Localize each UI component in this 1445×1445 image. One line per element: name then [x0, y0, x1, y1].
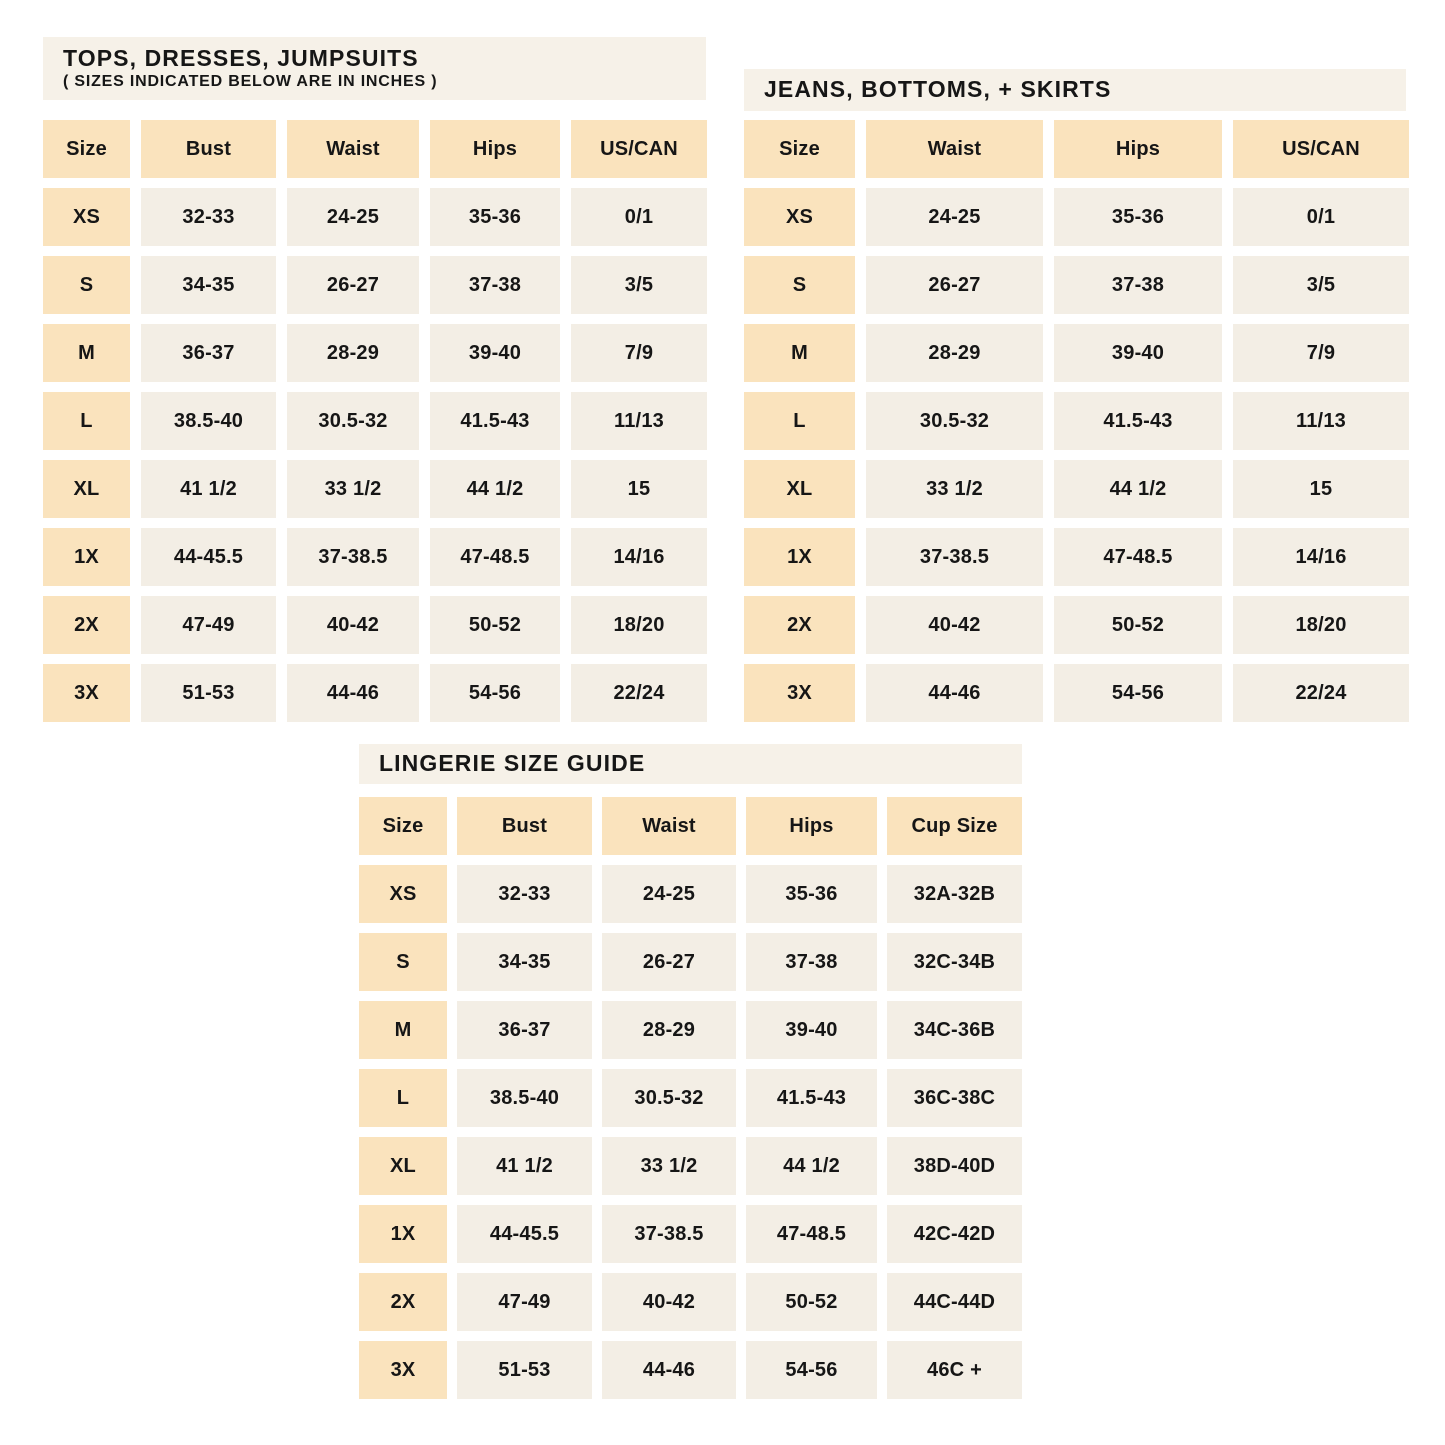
- tops-cell-3x-waist: 44-46: [287, 664, 419, 722]
- lingerie-size-label-xs: XS: [359, 865, 447, 923]
- lingerie-cell-m-waist: 28-29: [602, 1001, 736, 1059]
- tops-column-header-waist: Waist: [287, 120, 419, 178]
- tops-cell-s-us-can: 3/5: [571, 256, 707, 314]
- jeans-size-label-s: S: [744, 256, 855, 314]
- tops-size-label-2x: 2X: [43, 596, 130, 654]
- lingerie-cell-m-cup-size: 34C-36B: [887, 1001, 1022, 1059]
- tops-cell-m-us-can: 7/9: [571, 324, 707, 382]
- lingerie-cell-3x-waist: 44-46: [602, 1341, 736, 1399]
- lingerie-cell-2x-waist: 40-42: [602, 1273, 736, 1331]
- lingerie-cell-xl-hips: 44 1/2: [746, 1137, 877, 1195]
- jeans-cell-s-hips: 37-38: [1054, 256, 1222, 314]
- jeans-size-label-xl: XL: [744, 460, 855, 518]
- jeans-size-label-l: L: [744, 392, 855, 450]
- jeans-cell-xs-hips: 35-36: [1054, 188, 1222, 246]
- lingerie-column-header-cup-size: Cup Size: [887, 797, 1022, 855]
- jeans-cell-3x-us-can: 22/24: [1233, 664, 1409, 722]
- tops-size-table: [43, 120, 707, 722]
- tops-cell-3x-bust: 51-53: [141, 664, 276, 722]
- lingerie-cell-3x-bust: 51-53: [457, 1341, 592, 1399]
- tops-cell-l-hips: 41.5-43: [430, 392, 560, 450]
- lingerie-cell-xl-waist: 33 1/2: [602, 1137, 736, 1195]
- lingerie-cell-xl-bust: 41 1/2: [457, 1137, 592, 1195]
- jeans-cell-xl-us-can: 15: [1233, 460, 1409, 518]
- jeans-column-header-size: Size: [744, 120, 855, 178]
- lingerie-cell-xs-hips: 35-36: [746, 865, 877, 923]
- lingerie-title: LINGERIE SIZE GUIDE: [379, 750, 646, 777]
- tops-column-header-us-can: US/CAN: [571, 120, 707, 178]
- tops-cell-xl-bust: 41 1/2: [141, 460, 276, 518]
- tops-cell-m-bust: 36-37: [141, 324, 276, 382]
- tops-size-label-m: M: [43, 324, 130, 382]
- tops-cell-xs-waist: 24-25: [287, 188, 419, 246]
- lingerie-cell-2x-bust: 47-49: [457, 1273, 592, 1331]
- tops-title: TOPS, DRESSES, JUMPSUITS: [63, 44, 419, 71]
- tops-cell-m-hips: 39-40: [430, 324, 560, 382]
- tops-size-label-xs: XS: [43, 188, 130, 246]
- tops-size-label-1x: 1X: [43, 528, 130, 586]
- lingerie-cell-l-hips: 41.5-43: [746, 1069, 877, 1127]
- tops-size-label-xl: XL: [43, 460, 130, 518]
- tops-size-label-s: S: [43, 256, 130, 314]
- lingerie-cell-2x-hips: 50-52: [746, 1273, 877, 1331]
- lingerie-cell-s-waist: 26-27: [602, 933, 736, 991]
- lingerie-size-table: [359, 797, 1022, 1399]
- jeans-cell-s-us-can: 3/5: [1233, 256, 1409, 314]
- lingerie-cell-xs-cup-size: 32A-32B: [887, 865, 1022, 923]
- jeans-cell-3x-waist: 44-46: [866, 664, 1043, 722]
- lingerie-cell-s-cup-size: 32C-34B: [887, 933, 1022, 991]
- lingerie-size-label-s: S: [359, 933, 447, 991]
- jeans-cell-2x-us-can: 18/20: [1233, 596, 1409, 654]
- lingerie-column-header-waist: Waist: [602, 797, 736, 855]
- lingerie-size-label-3x: 3X: [359, 1341, 447, 1399]
- jeans-cell-m-hips: 39-40: [1054, 324, 1222, 382]
- tops-size-label-l: L: [43, 392, 130, 450]
- tops-cell-2x-waist: 40-42: [287, 596, 419, 654]
- lingerie-cell-1x-waist: 37-38.5: [602, 1205, 736, 1263]
- lingerie-cell-m-bust: 36-37: [457, 1001, 592, 1059]
- tops-cell-l-bust: 38.5-40: [141, 392, 276, 450]
- tops-size-label-3x: 3X: [43, 664, 130, 722]
- jeans-size-label-1x: 1X: [744, 528, 855, 586]
- tops-cell-xl-hips: 44 1/2: [430, 460, 560, 518]
- lingerie-title-block: [359, 744, 1022, 784]
- jeans-cell-1x-hips: 47-48.5: [1054, 528, 1222, 586]
- jeans-cell-xs-us-can: 0/1: [1233, 188, 1409, 246]
- jeans-size-label-m: M: [744, 324, 855, 382]
- lingerie-cell-3x-cup-size: 46C +: [887, 1341, 1022, 1399]
- jeans-size-label-xs: XS: [744, 188, 855, 246]
- lingerie-column-header-bust: Bust: [457, 797, 592, 855]
- tops-cell-1x-us-can: 14/16: [571, 528, 707, 586]
- tops-cell-xl-waist: 33 1/2: [287, 460, 419, 518]
- jeans-column-header-us-can: US/CAN: [1233, 120, 1409, 178]
- jeans-cell-2x-hips: 50-52: [1054, 596, 1222, 654]
- tops-column-header-hips: Hips: [430, 120, 560, 178]
- lingerie-cell-m-hips: 39-40: [746, 1001, 877, 1059]
- tops-cell-1x-waist: 37-38.5: [287, 528, 419, 586]
- lingerie-column-header-hips: Hips: [746, 797, 877, 855]
- tops-cell-2x-us-can: 18/20: [571, 596, 707, 654]
- tops-cell-xs-us-can: 0/1: [571, 188, 707, 246]
- jeans-title: JEANS, BOTTOMS, + SKIRTS: [764, 76, 1112, 103]
- tops-subtitle: ( SIZES INDICATED BELOW ARE IN INCHES ): [63, 73, 438, 91]
- jeans-cell-2x-waist: 40-42: [866, 596, 1043, 654]
- lingerie-cell-s-hips: 37-38: [746, 933, 877, 991]
- lingerie-cell-l-waist: 30.5-32: [602, 1069, 736, 1127]
- lingerie-size-label-2x: 2X: [359, 1273, 447, 1331]
- jeans-cell-1x-waist: 37-38.5: [866, 528, 1043, 586]
- lingerie-cell-3x-hips: 54-56: [746, 1341, 877, 1399]
- lingerie-size-label-l: L: [359, 1069, 447, 1127]
- jeans-cell-l-hips: 41.5-43: [1054, 392, 1222, 450]
- lingerie-size-label-m: M: [359, 1001, 447, 1059]
- jeans-cell-xl-hips: 44 1/2: [1054, 460, 1222, 518]
- tops-cell-3x-hips: 54-56: [430, 664, 560, 722]
- tops-cell-l-us-can: 11/13: [571, 392, 707, 450]
- lingerie-cell-1x-bust: 44-45.5: [457, 1205, 592, 1263]
- tops-cell-l-waist: 30.5-32: [287, 392, 419, 450]
- jeans-cell-l-waist: 30.5-32: [866, 392, 1043, 450]
- jeans-cell-xs-waist: 24-25: [866, 188, 1043, 246]
- jeans-column-header-hips: Hips: [1054, 120, 1222, 178]
- lingerie-cell-2x-cup-size: 44C-44D: [887, 1273, 1022, 1331]
- lingerie-cell-l-cup-size: 36C-38C: [887, 1069, 1022, 1127]
- lingerie-size-label-xl: XL: [359, 1137, 447, 1195]
- jeans-size-label-3x: 3X: [744, 664, 855, 722]
- tops-cell-1x-hips: 47-48.5: [430, 528, 560, 586]
- jeans-cell-m-us-can: 7/9: [1233, 324, 1409, 382]
- tops-cell-xl-us-can: 15: [571, 460, 707, 518]
- jeans-cell-1x-us-can: 14/16: [1233, 528, 1409, 586]
- jeans-cell-xl-waist: 33 1/2: [866, 460, 1043, 518]
- tops-cell-s-hips: 37-38: [430, 256, 560, 314]
- lingerie-cell-1x-cup-size: 42C-42D: [887, 1205, 1022, 1263]
- jeans-cell-m-waist: 28-29: [866, 324, 1043, 382]
- tops-cell-3x-us-can: 22/24: [571, 664, 707, 722]
- lingerie-cell-xs-bust: 32-33: [457, 865, 592, 923]
- tops-cell-xs-bust: 32-33: [141, 188, 276, 246]
- lingerie-cell-l-bust: 38.5-40: [457, 1069, 592, 1127]
- tops-title-block: [43, 37, 706, 100]
- tops-column-header-size: Size: [43, 120, 130, 178]
- tops-cell-1x-bust: 44-45.5: [141, 528, 276, 586]
- jeans-cell-s-waist: 26-27: [866, 256, 1043, 314]
- tops-cell-s-waist: 26-27: [287, 256, 419, 314]
- jeans-column-header-waist: Waist: [866, 120, 1043, 178]
- lingerie-column-header-size: Size: [359, 797, 447, 855]
- tops-cell-2x-bust: 47-49: [141, 596, 276, 654]
- lingerie-cell-xs-waist: 24-25: [602, 865, 736, 923]
- tops-cell-s-bust: 34-35: [141, 256, 276, 314]
- jeans-cell-3x-hips: 54-56: [1054, 664, 1222, 722]
- tops-cell-xs-hips: 35-36: [430, 188, 560, 246]
- jeans-size-label-2x: 2X: [744, 596, 855, 654]
- jeans-title-block: [744, 69, 1406, 111]
- jeans-size-table: [744, 120, 1409, 722]
- lingerie-cell-s-bust: 34-35: [457, 933, 592, 991]
- tops-cell-2x-hips: 50-52: [430, 596, 560, 654]
- lingerie-size-label-1x: 1X: [359, 1205, 447, 1263]
- tops-cell-m-waist: 28-29: [287, 324, 419, 382]
- lingerie-cell-1x-hips: 47-48.5: [746, 1205, 877, 1263]
- tops-column-header-bust: Bust: [141, 120, 276, 178]
- lingerie-cell-xl-cup-size: 38D-40D: [887, 1137, 1022, 1195]
- jeans-cell-l-us-can: 11/13: [1233, 392, 1409, 450]
